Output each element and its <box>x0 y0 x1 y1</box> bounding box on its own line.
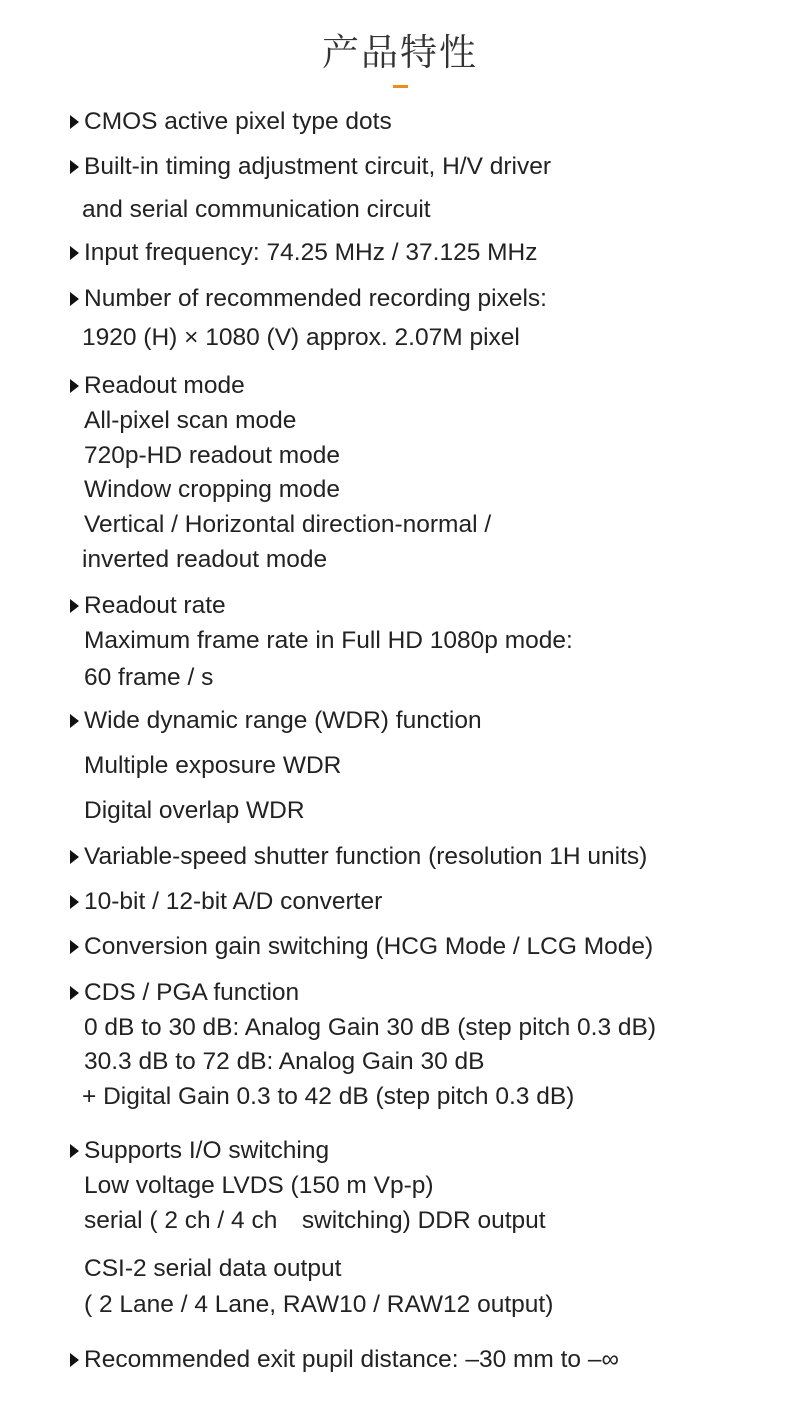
feature-detail: and serial communication circuit <box>82 196 431 223</box>
bullet-icon <box>70 714 79 728</box>
feature-detail: 30.3 dB to 72 dB: Analog Gain 30 dB <box>84 1048 485 1075</box>
bullet-icon <box>70 1353 79 1367</box>
feature-head: Input frequency: 74.25 MHz / 37.125 MHz <box>84 239 538 266</box>
bullet-icon <box>70 115 79 129</box>
feature-detail: + Digital Gain 0.3 to 42 dB (step pitch 0.3 dB) <box>82 1083 575 1110</box>
feature-detail: inverted readout mode <box>82 546 328 573</box>
bullet-icon <box>70 246 79 260</box>
feature-head: Readout mode <box>84 372 245 399</box>
feature-head: Supports I/O switching <box>84 1137 330 1164</box>
bullet-icon <box>70 850 79 864</box>
feature-detail: Digital overlap WDR <box>84 797 305 824</box>
feature-detail: 720p-HD readout mode <box>84 442 341 469</box>
bullet-icon <box>70 986 79 1000</box>
feature-head: Recommended exit pupil distance: –30 mm to –∞ <box>84 1346 619 1373</box>
bullet-icon <box>70 940 79 954</box>
feature-detail: 60 frame / s <box>84 664 214 691</box>
feature-head: Variable-speed shutter function (resolution 1H units) <box>84 843 648 870</box>
feature-head: Conversion gain switching (HCG Mode / LCG Mode) <box>84 933 654 960</box>
bullet-icon <box>70 160 79 174</box>
feature-detail: All-pixel scan mode <box>84 407 297 434</box>
feature-detail: 0 dB to 30 dB: Analog Gain 30 dB (step pitch 0.3 dB) <box>84 1014 657 1041</box>
bullet-icon <box>70 599 79 613</box>
feature-detail: serial ( 2 ch / 4 ch switching) DDR output <box>84 1207 546 1234</box>
bullet-icon <box>70 292 79 306</box>
feature-detail: 1920 (H) × 1080 (V) approx. 2.07M pixel <box>82 324 520 351</box>
feature-detail: Maximum frame rate in Full HD 1080p mode: <box>84 627 573 654</box>
bullet-icon <box>70 1144 79 1158</box>
feature-detail: Vertical / Horizontal direction-normal / <box>84 511 492 538</box>
feature-head: Number of recommended recording pixels: <box>84 285 547 312</box>
feature-head: Readout rate <box>84 592 226 619</box>
feature-detail: Window cropping mode <box>84 476 341 503</box>
feature-detail: Multiple exposure WDR <box>84 752 342 779</box>
feature-detail: CSI-2 serial data output <box>84 1255 342 1282</box>
feature-detail: ( 2 Lane / 4 Lane, RAW10 / RAW12 output) <box>84 1291 554 1318</box>
feature-head: CDS / PGA function <box>84 979 300 1006</box>
feature-detail: Low voltage LVDS (150 m Vp-p) <box>84 1172 434 1199</box>
feature-head: CMOS active pixel type dots <box>84 108 392 135</box>
feature-head: Wide dynamic range (WDR) function <box>84 707 482 734</box>
bullet-icon <box>70 379 79 393</box>
page-title: 产品特性 <box>322 31 478 74</box>
bullet-icon <box>70 895 79 909</box>
feature-head: 10-bit / 12-bit A/D converter <box>84 888 383 915</box>
feature-head: Built-in timing adjustment circuit, H/V driver <box>84 153 552 180</box>
title-accent-bar <box>393 85 408 88</box>
